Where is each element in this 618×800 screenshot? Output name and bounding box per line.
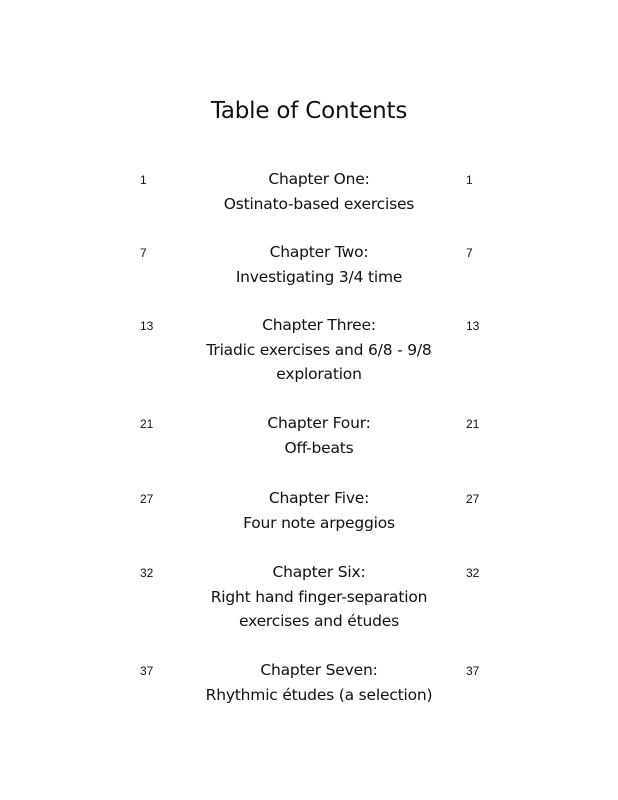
chapter-text	[194, 411, 444, 460]
chapter-text	[194, 167, 444, 216]
page-number-left: 7	[140, 246, 147, 260]
chapter-text	[194, 240, 444, 289]
chapter-text	[194, 560, 444, 634]
page-number-right: 1	[466, 173, 473, 187]
chapter-subtitle: Off-beats	[284, 438, 354, 457]
chapter-subtitle: Triadic exercises and 6/8 - 9/8 exploration	[206, 340, 432, 383]
chapter-heading: Chapter Six:	[272, 563, 366, 581]
chapter-text	[194, 658, 444, 707]
page-number-left: 37	[140, 664, 154, 678]
page-number-right: 21	[466, 417, 480, 431]
page-number-right: 13	[466, 319, 480, 333]
page-title: Table of Contents	[210, 98, 408, 124]
chapter-subtitle: Investigating 3/4 time	[235, 267, 403, 286]
page-number-right: 27	[466, 492, 480, 506]
page-number-left: 13	[140, 319, 154, 333]
chapter-heading: Chapter Two:	[269, 243, 369, 261]
page-number-left: 1	[140, 173, 147, 187]
chapter-heading: Chapter Four:	[267, 414, 371, 432]
page-number-left: 32	[140, 566, 154, 580]
chapter-subtitle: Ostinato-based exercises	[223, 194, 415, 213]
page-number-left: 21	[140, 417, 154, 431]
chapter-heading: Chapter Five:	[268, 489, 370, 507]
chapter-subtitle: Right hand finger-separation exercises and études	[210, 587, 428, 630]
page-number-right: 7	[466, 246, 473, 260]
chapter-subtitle: Four note arpeggios	[243, 513, 395, 532]
chapter-heading: Chapter One:	[268, 170, 370, 188]
chapter-heading: Chapter Three:	[262, 316, 376, 334]
chapter-heading: Chapter Seven:	[260, 661, 378, 679]
chapter-text	[194, 486, 444, 535]
page-number-right: 37	[466, 664, 480, 678]
chapter-subtitle: Rhythmic études (a selection)	[205, 685, 433, 704]
chapter-text	[194, 313, 444, 387]
page-number-left: 27	[140, 492, 154, 506]
page-number-right: 32	[466, 566, 480, 580]
